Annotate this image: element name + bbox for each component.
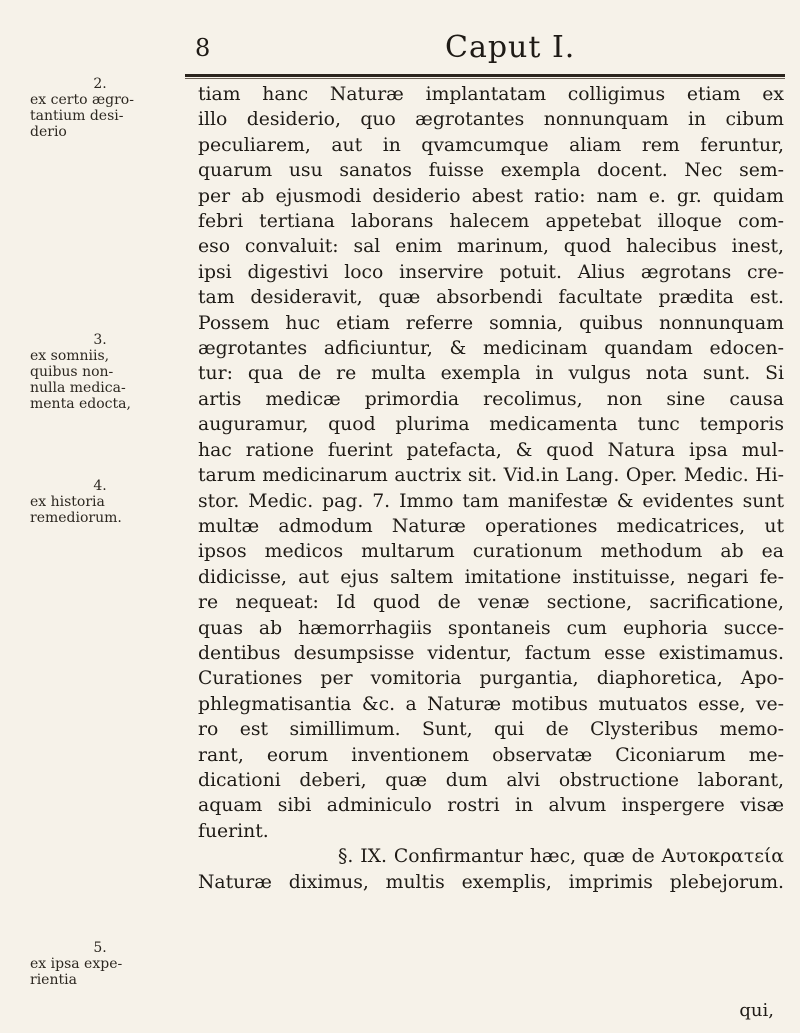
text-line: peculiarem, aut in qvamcumque aliam rem feruntur,	[198, 134, 784, 156]
text-line: didicisse, aut ejus saltem imitatione instituisse, negari fe-	[198, 566, 784, 588]
margin-note-number: 5.	[93, 940, 107, 956]
margin-note-number: 4.	[93, 478, 107, 494]
page-header	[185, 26, 785, 77]
margin-note-line: nulla medica-	[30, 380, 126, 396]
text-line: multæ admodum Naturæ operationes medicatrices, ut	[198, 515, 784, 537]
margin-note-line: quibus non-	[30, 364, 114, 380]
margin-note-line: remediorum.	[30, 510, 122, 526]
body-text	[198, 82, 784, 895]
text-line: rant, eorum inventionem observatæ Ciconiarum me-	[198, 744, 784, 766]
text-line: artis medicæ primordia recolimus, non sine causa	[198, 388, 784, 410]
text-line: phlegmatisantia &c. a Naturæ motibus mutuatos esse, ve-	[198, 693, 784, 715]
margin-note-line: ex ipsa expe-	[30, 956, 123, 972]
margin-note-number: 2.	[93, 76, 107, 92]
margin-note-line: tantium desi-	[30, 108, 124, 124]
text-line: eso convaluit: sal enim marinum, quod halecibus inest,	[198, 236, 784, 258]
text-line: ægrotantes adficiuntur, & medicinam quandam edocen-	[198, 338, 784, 360]
margin-note-4	[30, 478, 170, 526]
text-line: ro est simillimum. Sunt, qui de Clysteribus memo-	[198, 719, 784, 741]
section-heading-line: §. IX. Confirmantur hæc, quæ de Αυτοκρατεία	[338, 846, 784, 868]
text-line: dicationi deberi, quæ dum alvi obstructione laborant,	[198, 769, 784, 791]
text-line: quas ab hæmorrhagiis spontaneis cum euphoria succe-	[198, 617, 784, 639]
margin-note-line: derio	[30, 124, 67, 140]
margin-note-2	[30, 76, 170, 140]
text-line: Naturæ diximus, multis exemplis, imprimis plebejorum.	[198, 871, 784, 893]
running-title: Caput I.	[445, 30, 576, 65]
text-line: tam desideravit, quæ absorbendi facultate prædita est.	[198, 287, 784, 309]
text-line: ipsos medicos multarum curationum methodum ab ea	[198, 541, 784, 563]
catchword: qui,	[739, 1000, 774, 1021]
text-line: re nequeat: Id quod de venæ sectione, sacrificatione,	[198, 592, 784, 614]
margin-note-line: menta edocta,	[30, 396, 131, 412]
text-line: illo desiderio, quo ægrotantes nonnunquam in cibum	[198, 109, 784, 131]
text-line: tiam hanc Naturæ implantatam colligimus etiam ex	[198, 84, 784, 105]
text-line: febri tertiana laborans halecem appetebat illoque com-	[198, 211, 784, 233]
header-rule	[185, 78, 785, 79]
text-line: Possem huc etiam referre somnia, quibus nonnunquam	[198, 312, 784, 334]
text-line: hac ratione fuerint patefacta, & quod Natura ipsa mul-	[198, 439, 784, 461]
text-line: Curationes per vomitoria purgantia, diaphoretica, Apo-	[198, 668, 784, 690]
text-line: fuerint.	[198, 820, 269, 842]
page-number: 8	[195, 34, 211, 62]
margin-note-number: 3.	[93, 332, 107, 348]
text-line: ipsi digestivi loco inservire potuit. Alius ægrotans cre-	[198, 261, 784, 283]
margin-note-line: ex somniis,	[30, 348, 110, 364]
text-line: stor. Medic. pag. 7. Immo tam manifestæ & evidentes sunt	[198, 490, 784, 512]
text-line: dentibus desumpsisse videntur, factum esse existimamus.	[198, 642, 784, 664]
margin-note-line: ex historia	[30, 494, 105, 510]
text-line: tur: qua de re multa exempla in vulgus nota sunt. Si	[198, 363, 784, 385]
text-line: quarum usu sanatos fuisse exempla docent. Nec sem-	[198, 160, 784, 182]
text-line: per ab ejusmodi desiderio abest ratio: nam e. gr. quidam	[198, 185, 784, 207]
margin-note-line: ex certo ægro-	[30, 92, 134, 108]
text-line: tarum medicinarum auctrix sit. Vid.in Lang. Oper. Medic. Hi-	[198, 465, 784, 487]
margin-note-3	[30, 332, 170, 412]
margin-note-5	[30, 940, 170, 988]
margin-note-line: rientia	[30, 972, 77, 988]
text-line: auguramur, quod plurima medicamenta tunc temporis	[198, 414, 784, 436]
text-line: aquam sibi adminiculo rostri in alvum inspergere visæ	[198, 795, 784, 817]
